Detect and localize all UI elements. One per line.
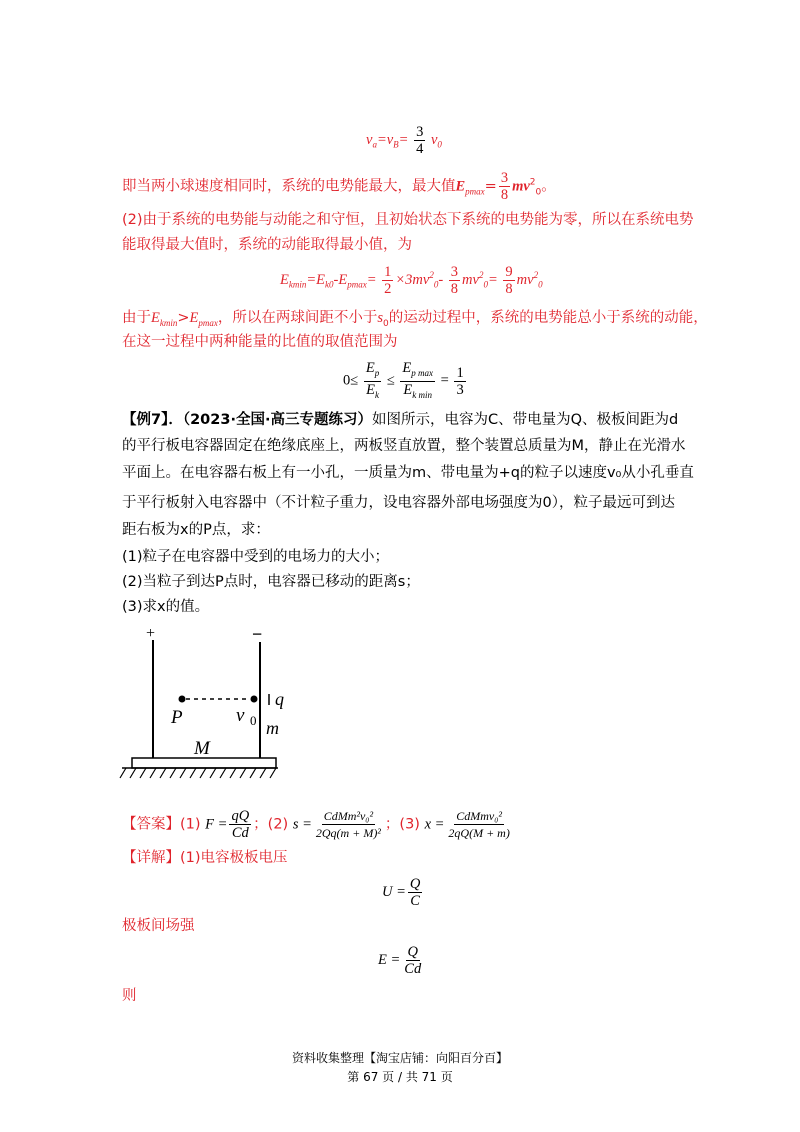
label-m: m <box>266 718 279 738</box>
footer-page-number: 第 67 页 / 共 71 页 <box>347 1070 453 1084</box>
max-potential-paragraph: 即当两小球速度相同时，系统的电势能最大，最大值$E_{pmax}=$ $\frac{3}{8}$ $mv^2_0$。 <box>122 170 556 203</box>
footer-source: 资料收集整理【淘宝店铺：向阳百分百】 <box>291 1051 508 1065</box>
detail-intro: 【详解】(1)电容极板电压 <box>122 850 288 866</box>
label-v-sub: 0 <box>250 713 257 728</box>
label-M: M <box>194 738 210 759</box>
example-7-line5: 距右板为x的P点，求： <box>122 522 270 538</box>
example-7-line3: 平面上。在电容器右板上有一小孔，一质量为m、带电量为+q的粒子以速度v₀从小孔垂直 <box>122 465 694 481</box>
label-q: q <box>275 689 284 709</box>
field-equation: E = $\frac{Q}{Cd}$ <box>378 944 422 977</box>
energy-conservation-line1: (2)由于系统的电势能与动能之和守恒，且初始状态下系统的电势能为零，所以在系统电势 <box>122 212 694 228</box>
question-2: (2)当粒子到达P点时，电容器已移动的距离s； <box>122 574 420 590</box>
label-v: v <box>236 705 245 726</box>
field-strength-label: 极板间场强 <box>122 918 195 934</box>
capacitor-diagram <box>118 622 283 782</box>
answer-line: 【答案】(1) F = $\frac{qQ}{Cd}$ ；(2) s = $\frac{\text{CdMm²v₀²}}{\text{2Qq(m + M)²}}$ ；(3) x = $\frac{\text{CdMmv₀²}}{2qQ(M + m)}$ <box>122 808 510 841</box>
then-label: 则 <box>122 988 137 1004</box>
example-7-line4: 于平行板射入电容器中（不计粒子重力，设电容器外部电场强度为0），粒子最远可到达 <box>122 495 675 511</box>
voltage-equation: U = $\frac{Q}{C}$ <box>382 876 421 909</box>
energy-comparison-line1: 由于$E_{kmin}>E_{pmax}$，所以在两球间距不小于$s_0$的运动过程中，系统的电势能总小于系统的动能， <box>122 310 708 329</box>
ek-min-equation: $E_{kmin}=E_{k0}-E_{pmax}=$ $\frac{1}{2}$ $\times 3mv^2_0-$ $\frac{3}{8}$ $mv^2_0=$ $\frac{9}{8}$ $mv^2_0$ <box>280 264 543 297</box>
velocity-equation: $v_a=v_B=$ $\frac{3}{4}$ $v_0$ <box>366 124 442 157</box>
question-1: (1)粒子在电容器中受到的电场力的大小； <box>122 549 390 565</box>
energy-comparison-line2: 在这一过程中两种能量的比值的取值范围为 <box>122 334 398 350</box>
plus-sign: + <box>146 625 156 642</box>
minus-sign: − <box>252 624 263 644</box>
energy-conservation-line2: 能取得最大值时，系统的动能取得最小值，为 <box>122 237 412 253</box>
question-3: (3)求x的值。 <box>122 599 210 615</box>
label-P: P <box>171 707 183 728</box>
energy-ratio-inequality: 0≤ $\frac{E_p}{E_k}$ ≤ $\frac{E_{p max}}{E_{k min}}$ = $\frac{1}{3}$ <box>343 360 464 400</box>
example-7-line1: 【例7】．（2023·全国·高三专题练习）如图所示，电容为C、带电量为Q、极板间距为d <box>122 412 679 428</box>
example-7-line2: 的平行板电容器固定在绝缘底座上，两板竖直放置，整个装置总质量为M，静止在光滑水 <box>122 438 686 454</box>
